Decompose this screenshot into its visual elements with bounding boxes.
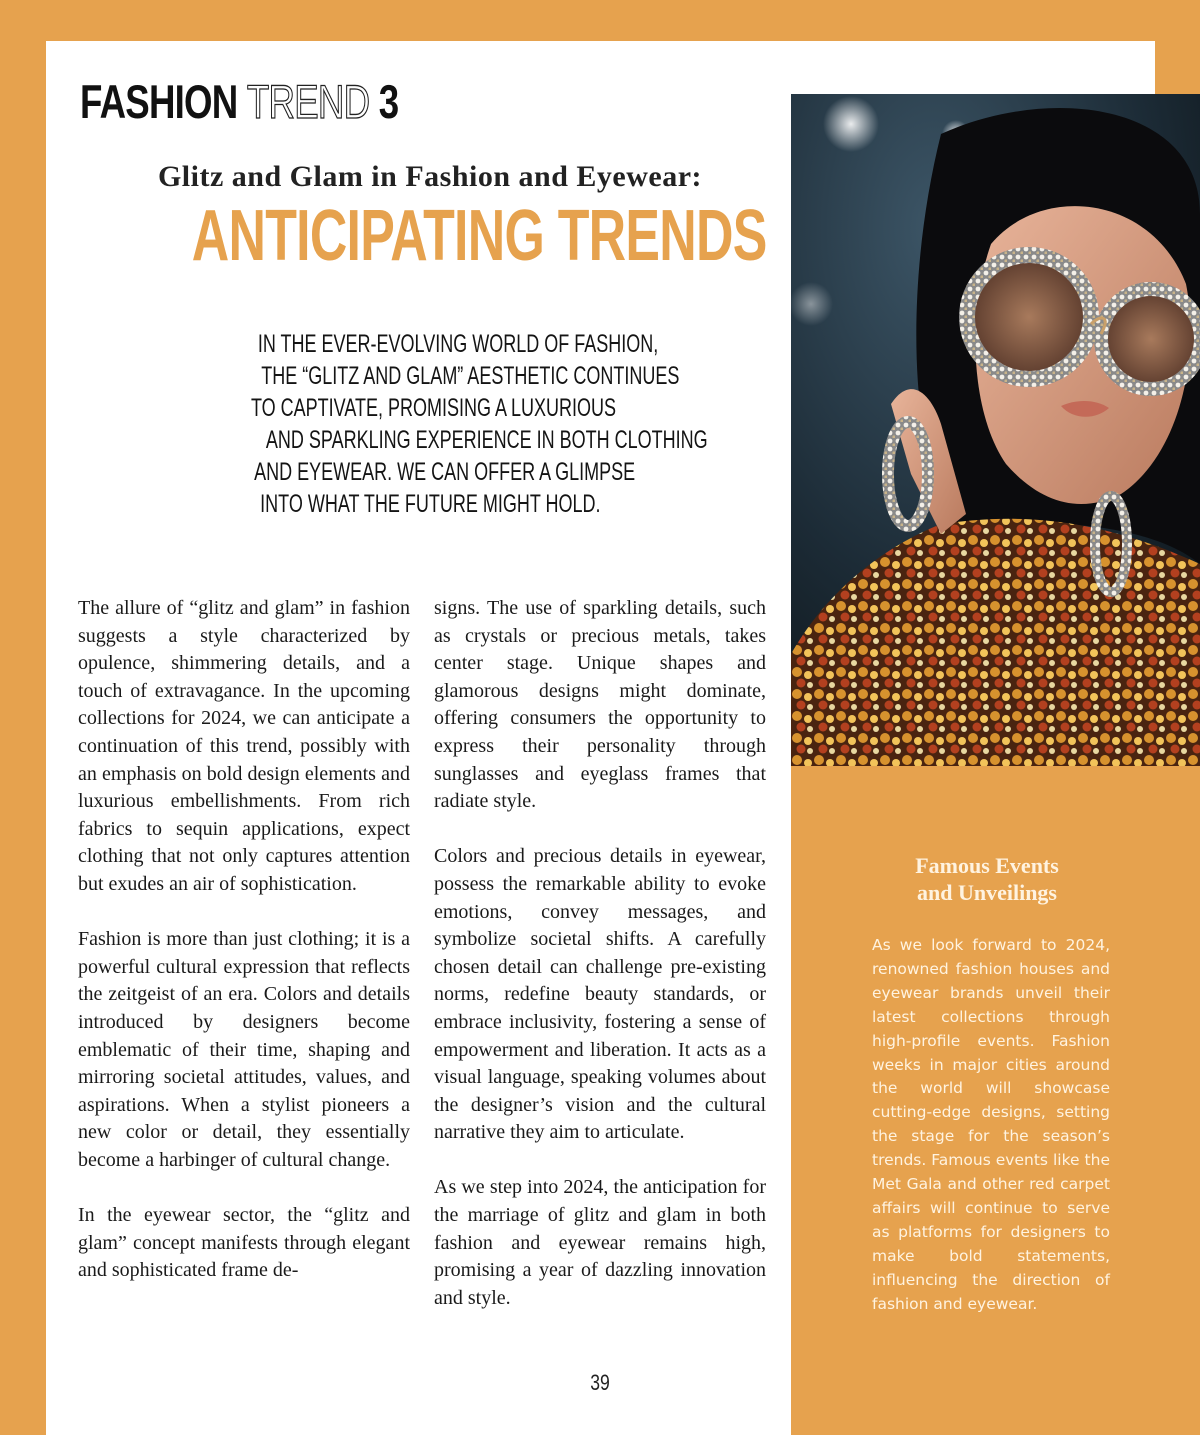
body-paragraph: The allure of “glitz and glam” in fashion suggests a style characterized by opulence, shimmering details, and a touch of extravagance. In the upcoming collections for 2024, we can anticipate a continuation of this trend, possibly with an emphasis on bold design elements and luxurious embellishments. From rich fabrics to sequin applications, expect clothing that not only captures attention but exudes an air of sophistication.	[78, 597, 410, 895]
section-label-outline: TREND	[246, 75, 370, 128]
photo-illustration	[791, 94, 1200, 766]
intro-line: AND SPARKLING EXPERIENCE IN BOTH CLOTHING	[265, 426, 708, 454]
fashion-photo	[791, 94, 1200, 766]
intro-line: IN THE EVER-EVOLVING WORLD OF FASHION,	[257, 330, 659, 358]
body-column-left	[78, 595, 410, 1312]
intro-line: AND EYEWEAR. WE CAN OFFER A GLIMPSE	[254, 458, 636, 486]
intro-paragraph	[180, 328, 708, 520]
sidebar-title-line: Famous Events	[915, 853, 1059, 878]
article-headline	[80, 196, 780, 276]
body-paragraph: In the eyewear sector, the “glitz and glam” concept manifests through elegant and sophisticated frame de-	[78, 1204, 410, 1282]
section-label-bold: FASHION	[80, 75, 238, 128]
article-subtitle: Glitz and Glam in Fashion and Eyewear:	[157, 160, 703, 193]
headline-text: ANTICIPATING TRENDS	[191, 196, 767, 276]
sidebar-title-line: and Unveilings	[917, 880, 1057, 905]
intro-line: TO CAPTIVATE, PROMISING A LUXURIOUS	[250, 394, 617, 422]
sidebar-text: As we look forward to 2024, renowned fashion houses and eyewear brands unveil their latest collections through high-profile events. Fashion weeks in major cities around the world will showcase cutting-edge designs, setting the stage for the season’s trends. Famous events like the Met Gala and other red carpet affairs will continue to serve as platforms for designers to make bold statements, influencing the direction of fashion and eyewear.	[872, 936, 1110, 1313]
body-paragraph: As we step into 2024, the anticipation for the marriage of glitz and glam in both fashion and eyewear remains high, promising a year of dazzling innovation and style.	[434, 1176, 766, 1309]
body-column-right	[434, 595, 766, 1340]
body-paragraph: Fashion is more than just clothing; it is a powerful cultural expression that reflects the zeitgeist of an era. Colors and details introduced by designers become emblematic of their time, shaping and mirroring societal attitudes, values, and aspirations. When a stylist pioneers a new color or detail, they essentially become a harbinger of cultural change.	[78, 928, 410, 1171]
page-number: 39	[590, 1370, 610, 1395]
intro-line: INTO WHAT THE FUTURE MIGHT HOLD.	[259, 490, 601, 518]
sidebar-title	[791, 852, 1183, 906]
section-label	[80, 72, 398, 132]
body-paragraph: Colors and precious details in eyewear, possess the remarkable ability to evoke emotions, convey messages, and symbolize societal shifts. A carefully chosen detail can challenge pre-existing norms, redefine beauty standards, or embrace inclusivity, fostering a sense of empowerment and liberation. It acts as a visual language, speaking volumes about the designer’s vision and the cultural narrative they aim to articulate.	[434, 845, 766, 1144]
body-paragraph: signs. The use of sparkling details, such as crystals or precious metals, takes center stage. Unique shapes and glamorous designs might dominate, offering consumers the opportunity to express their personality through sunglasses and eyeglass frames that radiate style.	[434, 597, 766, 813]
intro-line: THE “GLITZ AND GLAM” AESTHETIC CONTINUES	[261, 362, 680, 390]
section-label-number: 3	[378, 75, 399, 128]
